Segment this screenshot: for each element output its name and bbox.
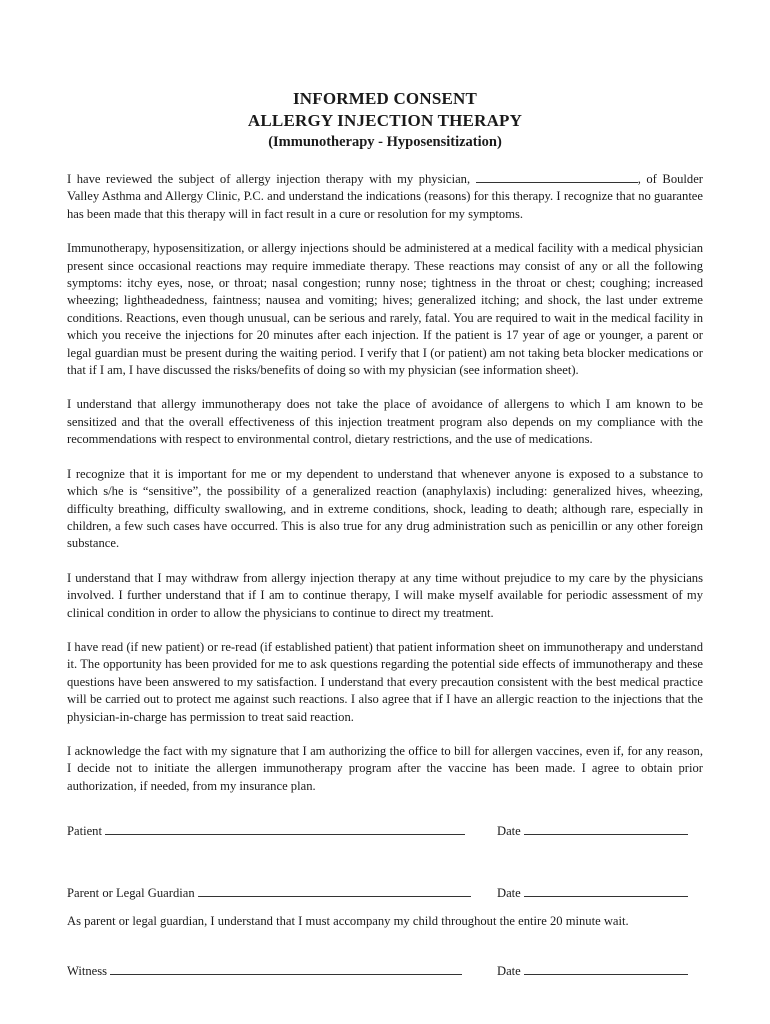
consent-body	[67, 171, 703, 812]
paragraph-anaphylaxis: I recognize that it is important for me or my dependent to understand that whenever anyone is exposed to a substance to which s/he is “sensitive”, the possibility of a generalized reaction (anaphylaxis) including: generalized hives, wheezing, difficulty breathing, difficulty swallowing, and in extreme conditions, shock, leading to death; although rare, especially in children, a few such cases have occurred. This is also true for any drug administration such as penicillin or any other foreign substance.	[67, 466, 703, 551]
witness-signature-row	[67, 962, 703, 979]
patient-date-field[interactable]	[524, 822, 688, 835]
paragraph-billing: I acknowledge the fact with my signature that I am authorizing the office to bill for allergen vaccines, even if, for any reason, I decide not to initiate the allergen immunotherapy program after the vaccine has been made. I agree to obtain prior authorization, if needed, from my insurance plan.	[67, 743, 703, 793]
patient-signature-row	[67, 822, 703, 839]
guardian-signature-field[interactable]	[198, 884, 471, 897]
paragraph-physician-review: I have reviewed the subject of allergy injection therapy with my physician, , of Boulder Valley Asthma and Allergy Clinic, P.C. and understand the indications (reasons) for this therapy. I recognize that no guarantee has been made that this therapy will in fact result in a cure or resolution for my symptoms.	[67, 172, 703, 221]
guardian-date	[497, 884, 688, 901]
witness-signature-field[interactable]	[110, 962, 462, 975]
physician-name-field[interactable]	[476, 171, 638, 183]
patient-signature-field[interactable]	[105, 822, 465, 835]
witness-date-field[interactable]	[524, 962, 688, 975]
date-label: Date	[497, 824, 521, 838]
guardian-signature-row	[67, 884, 703, 901]
guardian-note: As parent or legal guardian, I understand that I must accompany my child throughout the entire 20 minute wait.	[67, 914, 629, 928]
paragraph-withdrawal: I understand that I may withdraw from allergy injection therapy at any time without prejudice to my care by the physicians involved. I further understand that if I am to continue therapy, I will make myself available for periodic assessment of my clinical condition in order to allow the physicians to continue to direct my treatment.	[67, 570, 703, 620]
date-label: Date	[497, 886, 521, 900]
witness-label: Witness	[67, 964, 108, 978]
patient-date	[497, 822, 688, 839]
patient-label: Patient	[67, 824, 102, 838]
form-subtitle: (Immunotherapy - Hyposensitization)	[268, 134, 502, 150]
paragraph-information-sheet: I have read (if new patient) or re-read (if established patient) that patient information sheet on immunotherapy and understand it. The opportunity has been provided for me to ask questions regarding the potential side effects of immunotherapy and these questions have been answered to my satisfaction. I understand that every precaution consistent with the best medical practice will be carried out to protect me against such reactions. I also agree that if I have an allergic reaction to the injections that the physician-in-charge has permission to treat said reaction.	[67, 639, 703, 724]
witness-date	[497, 962, 688, 979]
form-title: INFORMED CONSENT	[292, 89, 478, 108]
paragraph-reactions: Immunotherapy, hyposensitization, or allergy injections should be administered at a medical facility with a medical physician present since occasional reactions may require immediate therapy. These reactions may consist of any or all the following symptoms: itchy eyes, nose, or throat; nasal congestion; runny nose; tightness in the throat or chest; coughing; increased wheezing; lightheadedness, faintness; nausea and vomiting; hives; generalized itching; and shock, the last under extreme conditions. Reactions, even though unusual, can be serious and rarely, fatal. You are required to wait in the medical facility in which you receive the injections for 20 minutes after each injection. If the patient is 17 year of age or younger, a parent or legal guardian must be present during the waiting period. I verify that I (or patient) am not taking beta blocker medications or that if I am, I have discussed the risks/benefits of doing so with my physician (see information sheet).	[67, 241, 703, 378]
guardian-label: Parent or Legal Guardian	[67, 886, 195, 900]
form-title-secondary: ALLERGY INJECTION THERAPY	[247, 111, 523, 130]
guardian-date-field[interactable]	[524, 884, 688, 897]
date-label: Date	[497, 964, 521, 978]
paragraph-avoidance: I understand that allergy immunotherapy does not take the place of avoidance of allergens to which I am known to be sensitized and that the overall effectiveness of this injection treatment program also depends on my compliance with the recommendations with respect to environmental control, dietary restrictions, and the use of medications.	[67, 397, 703, 447]
form-header	[0, 88, 770, 152]
